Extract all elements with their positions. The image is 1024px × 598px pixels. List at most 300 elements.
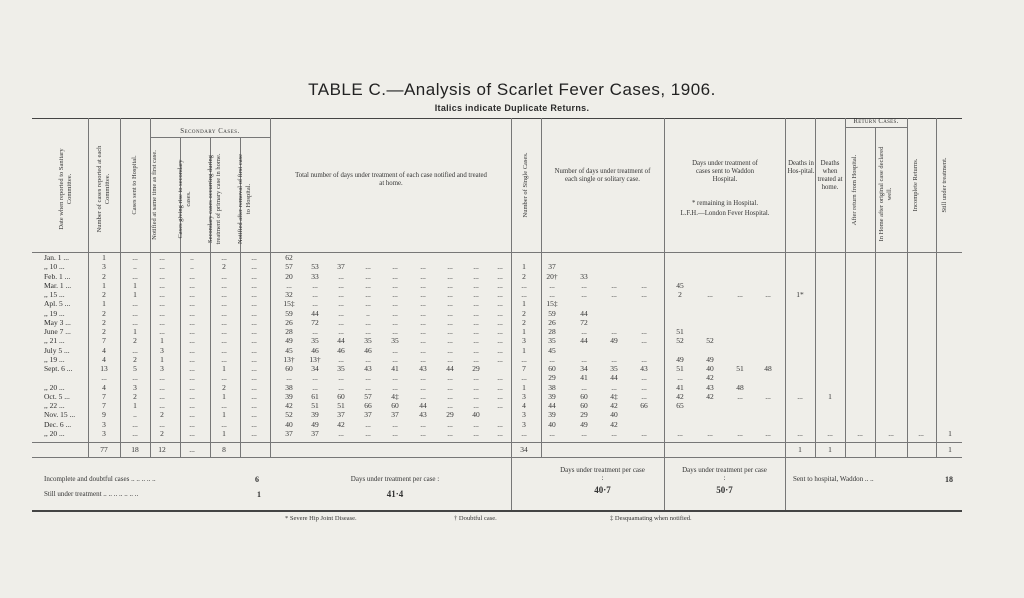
table-cell-t2: 37 (337, 410, 345, 420)
table-cell-c3: ... (159, 262, 165, 272)
table-cell-t2: ... (338, 373, 344, 383)
table-cell-t6: ... (447, 401, 453, 410)
row-date: Nov. 15 ... (44, 410, 76, 420)
table-cell-w0: 51 (676, 364, 684, 373)
table-cell-d3: ... (641, 354, 647, 364)
table-cell-t5: ... (420, 419, 426, 429)
table-cell-t1: 35 (311, 336, 319, 346)
table-cell-t7: ... (473, 308, 479, 318)
table-cell-c2: ... (132, 373, 138, 383)
table-cell-d3: ... (641, 382, 647, 392)
col-line (270, 118, 271, 457)
table-cell-t6: ... (447, 308, 453, 318)
summary-waddon-value: 50·7 (716, 485, 733, 495)
table-cell-c5: 1 (222, 410, 226, 420)
table-cell-w2: ... (737, 428, 743, 438)
table-cell-c4: ... (189, 428, 195, 438)
table-cell-t6: ... (447, 299, 453, 309)
table-cell-c5: ... (221, 253, 227, 262)
totals-top-rule (32, 442, 962, 443)
table-cell-dh: ... (797, 428, 803, 438)
table-cell-t6: ... (447, 382, 453, 392)
table-cell-t2: ... (338, 308, 344, 318)
header-bottom-rule (32, 252, 962, 253)
table-cell-c3: ... (159, 382, 165, 392)
table-cell-t5: ... (420, 382, 426, 392)
table-cell-dm: 1 (828, 391, 832, 401)
table-cell-t8: ... (497, 391, 503, 401)
table-cell-s: 1 (522, 345, 526, 355)
table-cell-t1: ... (312, 327, 318, 336)
table-cell-c6: ... (251, 280, 257, 290)
table-cell-t5: ... (420, 354, 426, 364)
table-cell-c3: ... (159, 280, 165, 290)
table-cell-c3: ... (159, 299, 165, 309)
table-cell-d1: 49 (580, 419, 588, 429)
table-cell-d3: ... (641, 327, 647, 336)
table-cell-t7: ... (473, 299, 479, 309)
row-date: May 3 ... (44, 317, 71, 327)
table-cell-d0: 20† (546, 271, 558, 281)
table-cell-w1: 40 (706, 364, 714, 373)
table-cell-c3: 3 (160, 345, 164, 355)
table-cell-t2: ... (338, 299, 344, 309)
table-cell-d3: 66 (640, 401, 648, 410)
summary-waddon-label: Days under treatment per case : (682, 466, 767, 482)
table-cell-t5: 43 (419, 364, 427, 373)
table-cell-t4: ... (392, 345, 398, 355)
header-notified-first: Notified at same time as first case. (151, 150, 158, 240)
table-cell-t5: ... (420, 327, 426, 336)
table-cell-c3: 3 (160, 364, 164, 373)
table-cell-t2: ... (338, 382, 344, 392)
table-cell-c2: ... (132, 428, 138, 438)
header-in-home: In Home after original case declared well. (878, 146, 893, 242)
table-cell-c2: ... (132, 299, 138, 309)
table-cell-c5: ... (221, 327, 227, 336)
summary-incomplete-label: Incomplete and doubtful cases .. .. .. .. .. (44, 475, 156, 483)
table-cell-t4: ... (392, 428, 398, 438)
table-cell-w0: ... (677, 428, 683, 438)
header-return-cases: Return Cases. (853, 118, 899, 125)
table-cell-t2: 35 (337, 364, 345, 373)
table-cell-t6: ... (447, 327, 453, 336)
table-cell-c1: 9 (102, 410, 106, 420)
table-cell-t6: ... (447, 262, 453, 272)
header-still: Still under treatment. (941, 157, 948, 213)
table-cell-t7: ... (473, 391, 479, 401)
table-cell-t6: ... (447, 419, 453, 429)
table-cell-t3: ... (365, 271, 371, 281)
table-cell-d2: ... (611, 382, 617, 392)
table-top-rule (32, 118, 962, 119)
table-cell-s: ... (521, 280, 527, 290)
table-cell-d1: 33 (580, 271, 588, 281)
page-subtitle: Italics indicate Duplicate Returns. (434, 103, 590, 113)
table-cell-t1: 61 (311, 391, 319, 401)
table-cell-d1: ... (581, 327, 587, 336)
table-cell-c1: 2 (102, 317, 106, 327)
table-cell-c2: .. (133, 410, 137, 420)
table-cell-c2: 5 (133, 364, 137, 373)
table-cell-d1: 60 (580, 391, 588, 401)
table-cell-c1: 13 (100, 364, 108, 373)
table-cell-c5: ... (221, 373, 227, 383)
table-cell-t6: 29 (446, 410, 454, 420)
table-cell-c4: ... (189, 271, 195, 281)
table-cell-c6: ... (251, 327, 257, 336)
table-cell-d1: ... (581, 290, 587, 299)
total-cell-dh: 1 (798, 445, 802, 454)
table-cell-t5: ... (420, 280, 426, 290)
table-cell-c1: 1 (102, 280, 106, 290)
row-date: Jan. 1 ... (44, 253, 69, 262)
table-cell-c4: ... (189, 354, 195, 364)
table-cell-t6: ... (447, 354, 453, 364)
table-cell-w0: 65 (676, 401, 684, 410)
table-cell-t6: ... (447, 345, 453, 355)
table-cell-c4: .. (190, 262, 194, 272)
table-cell-t4: 41 (391, 364, 399, 373)
table-cell-t1: ... (312, 280, 318, 290)
table-cell-w0: 49 (676, 354, 684, 364)
table-cell-w3: ... (765, 290, 771, 299)
table-cell-t5: ... (420, 299, 426, 309)
table-cell-s: ... (521, 373, 527, 383)
table-cell-w0: 45 (676, 280, 684, 290)
total-cell-c5: 8 (222, 445, 226, 454)
table-cell-t3: ... (365, 299, 371, 309)
table-cell-d1: 72 (580, 317, 588, 327)
row-date: Sept. 6 ... (44, 364, 73, 373)
row-date: ,, 22 ... (44, 401, 65, 410)
table-cell-c6: ... (251, 299, 257, 309)
table-cell-t0: 45 (285, 345, 293, 355)
table-cell-t2: ... (338, 354, 344, 364)
col-line (907, 118, 908, 457)
footnote-desquamating: ‡ Desquamating when notified. (610, 515, 692, 522)
table-cell-s: 2 (522, 271, 526, 281)
row-date: Apl. 5 ... (44, 299, 71, 309)
table-cell-t0: 28 (285, 327, 293, 336)
table-cell-w0: 2 (678, 290, 682, 299)
col-line (875, 127, 876, 457)
header-sent: Cases sent to Hospital. (131, 155, 138, 215)
table-cell-t5: ... (420, 336, 426, 346)
table-cell-d0: 26 (548, 317, 556, 327)
table-cell-t8: ... (497, 373, 503, 383)
table-cell-c4: ... (189, 382, 195, 392)
table-cell-d1: 44 (580, 336, 588, 346)
table-cell-w0: 52 (676, 336, 684, 346)
table-cell-t1: 44 (311, 308, 319, 318)
table-cell-r2: ... (888, 428, 894, 438)
table-cell-c6: ... (251, 336, 257, 346)
table-cell-t8: ... (497, 299, 503, 309)
table-cell-c1: ... (101, 373, 107, 383)
table-cell-t4: 35 (391, 336, 399, 346)
table-cell-c1: 4 (102, 382, 106, 392)
table-cell-c2: ... (132, 271, 138, 281)
table-cell-w1: 52 (706, 336, 714, 346)
table-cell-c2: 1 (133, 327, 137, 336)
table-cell-c6: ... (251, 364, 257, 373)
table-cell-t3: ... (365, 280, 371, 290)
page-title: TABLE C.—Analysis of Scarlet Fever Cases, 1906. (308, 80, 716, 99)
table-cell-w3: 48 (764, 364, 772, 373)
table-cell-t3: ... (365, 428, 371, 438)
table-cell-t6: ... (447, 290, 453, 299)
table-cell-s: 3 (522, 336, 526, 346)
table-cell-c5: ... (221, 280, 227, 290)
table-cell-w1: 42 (706, 391, 714, 401)
table-cell-c1: 2 (102, 308, 106, 318)
table-cell-c6: ... (251, 290, 257, 299)
header-waddon-note1: * remaining in Hospital. (691, 200, 759, 207)
table-cell-t7: ... (473, 373, 479, 383)
table-cell-t6: ... (447, 317, 453, 327)
table-cell-t7: ... (473, 280, 479, 290)
table-cell-d3: ... (641, 290, 647, 299)
table-cell-t3: .. (366, 308, 370, 318)
table-cell-t4: ... (392, 354, 398, 364)
table-cell-c5: 1 (222, 391, 226, 401)
table-cell-t3: ... (365, 290, 371, 299)
table-cell-s: ... (521, 354, 527, 364)
table-cell-d0: 40 (548, 419, 556, 429)
table-cell-s: 3 (522, 410, 526, 420)
table-cell-d3: ... (641, 428, 647, 438)
table-cell-t4: ... (392, 327, 398, 336)
table-cell-t5: 44 (419, 401, 427, 410)
table-cell-r1: ... (857, 428, 863, 438)
header-occurring: Secondary cases occurring during treatment of primary case in home. (207, 153, 222, 245)
table-cell-c6: ... (251, 354, 257, 364)
footnote-doubtful: † Doubtful case. (454, 515, 497, 522)
table-cell-c4: ... (189, 345, 195, 355)
table-cell-t5: ... (420, 391, 426, 401)
table-cell-d2: 4‡ (610, 391, 618, 401)
header-after-return: After return from Hospital. (851, 154, 858, 226)
summary-still-value: 1 (257, 490, 261, 499)
table-cell-c6: ... (251, 373, 257, 383)
table-cell-t4: ... (392, 280, 398, 290)
table-cell-c4: ... (189, 299, 195, 309)
row-date: June 7 ... (44, 327, 71, 336)
table-cell-t0: 62 (285, 253, 293, 262)
table-cell-c2: ... (132, 317, 138, 327)
table-cell-t4: 60 (391, 401, 399, 410)
table-cell-d0: 37 (548, 262, 556, 272)
table-cell-c5: ... (221, 401, 227, 410)
table-cell-t5: ... (420, 345, 426, 355)
table-cell-t1: ... (312, 299, 318, 309)
table-cell-d1: 41 (580, 373, 588, 383)
table-cell-t0: 38 (285, 382, 293, 392)
table-cell-w3: ... (765, 428, 771, 438)
table-cell-c3: ... (159, 373, 165, 383)
table-cell-d2: ... (611, 327, 617, 336)
header-incomplete: Incomplete Returns. (912, 158, 919, 212)
row-date: Feb. 1 ... (44, 271, 71, 281)
table-cell-w2: 48 (736, 382, 744, 392)
table-cell-c4: ... (189, 373, 195, 383)
table-cell-t3: ... (365, 317, 371, 327)
table-cell-d0: 44 (548, 401, 556, 410)
table-cell-d0: ... (549, 280, 555, 290)
table-cell-d1: ... (581, 354, 587, 364)
table-cell-w1: ... (707, 290, 713, 299)
table-cell-c5: 1 (222, 364, 226, 373)
table-cell-d1: ... (581, 382, 587, 392)
table-cell-c6: ... (251, 345, 257, 355)
table-cell-c3: 1 (160, 336, 164, 346)
table-cell-s: ... (521, 428, 527, 438)
table-cell-c2: 1 (133, 401, 137, 410)
table-cell-t2: 51 (337, 401, 345, 410)
table-cell-t7: ... (473, 290, 479, 299)
row-date: ,, 21 ... (44, 336, 65, 346)
total-cell-s: 34 (520, 445, 528, 454)
table-cell-t4: ... (392, 382, 398, 392)
table-cell-w0: 42 (676, 391, 684, 401)
total-cell-c4: ... (189, 445, 195, 454)
table-cell-t6: 44 (446, 364, 454, 373)
table-cell-c2: 3 (133, 382, 137, 392)
table-cell-d3: ... (641, 391, 647, 401)
table-cell-c1: 1 (102, 253, 106, 262)
table-cell-d0: 39 (548, 410, 556, 420)
table-cell-t7: ... (473, 345, 479, 355)
table-cell-t6: ... (447, 391, 453, 401)
table-cell-t0: 39 (285, 391, 293, 401)
table-cell-t8: ... (497, 428, 503, 438)
summary-incomplete-value: 6 (255, 475, 259, 484)
table-cell-s: 3 (522, 391, 526, 401)
table-cell-c3: ... (159, 271, 165, 281)
table-cell-t1: 13† (309, 354, 321, 364)
table-cell-c1: 2 (102, 271, 106, 281)
table-cell-t1: 37 (311, 428, 319, 438)
table-bottom-rule (32, 510, 962, 512)
table-cell-t1: 46 (311, 345, 319, 355)
table-cell-c5: ... (221, 345, 227, 355)
table-cell-t6: ... (447, 428, 453, 438)
table-cell-c6: ... (251, 428, 257, 438)
col-line (936, 118, 937, 457)
table-cell-c2: ... (132, 419, 138, 429)
table-cell-t0: 52 (285, 410, 293, 420)
table-cell-c1: 2 (102, 327, 106, 336)
table-cell-c1: 7 (102, 336, 106, 346)
table-cell-s: 4 (522, 401, 526, 410)
table-cell-t3: ... (365, 419, 371, 429)
row-date: ,, 15 ... (44, 290, 65, 299)
table-cell-t4: ... (392, 373, 398, 383)
table-cell-d0: 59 (548, 308, 556, 318)
table-cell-d2: ... (611, 280, 617, 290)
table-cell-t0: 26 (285, 317, 293, 327)
table-cell-t7: ... (473, 401, 479, 410)
table-cell-t3: 57 (364, 391, 372, 401)
table-cell-c6: ... (251, 410, 257, 420)
table-cell-t2: 46 (337, 345, 345, 355)
table-cell-c2: 1 (133, 290, 137, 299)
table-cell-d0: 39 (548, 391, 556, 401)
table-cell-t8: ... (497, 401, 503, 410)
table-cell-t0: 40 (285, 419, 293, 429)
table-cell-c3: 2 (160, 410, 164, 420)
table-cell-t7: ... (473, 317, 479, 327)
table-cell-t3: 66 (364, 401, 372, 410)
table-cell-t7: ... (473, 419, 479, 429)
table-cell-t2: ... (338, 280, 344, 290)
table-cell-t7: ... (473, 262, 479, 272)
table-cell-t5: ... (420, 262, 426, 272)
table-cell-dh: ... (797, 391, 803, 401)
table-cell-t0: 32 (285, 290, 293, 299)
row-date: ,, 20 ... (44, 382, 65, 392)
summary-still-label: Still under treatment .. .. .. .. .. .. .. (44, 490, 139, 498)
table-cell-c6: ... (251, 401, 257, 410)
table-cell-w1: 42 (706, 373, 714, 383)
table-cell-t6: ... (447, 271, 453, 281)
table-cell-c4: ... (189, 336, 195, 346)
table-cell-t3: ... (365, 262, 371, 272)
table-cell-t5: ... (420, 271, 426, 281)
table-cell-c5: ... (221, 419, 227, 429)
total-cell-dm: 1 (828, 445, 832, 454)
table-cell-c2: 2 (133, 336, 137, 346)
table-cell-w1: ... (707, 428, 713, 438)
table-cell-d2: ... (611, 290, 617, 299)
table-cell-t0: 37 (285, 428, 293, 438)
table-cell-t1: ... (312, 382, 318, 392)
table-cell-c3: ... (159, 253, 165, 262)
table-cell-t4: 37 (391, 410, 399, 420)
table-cell-d0: 38 (548, 382, 556, 392)
table-cell-c1: 4 (102, 345, 106, 355)
total-cell-c2: 18 (131, 445, 139, 454)
col-line (785, 118, 786, 510)
table-cell-t2: ... (338, 428, 344, 438)
table-cell-c2: ... (132, 253, 138, 262)
table-cell-c2: 2 (133, 391, 137, 401)
table-cell-c3: ... (159, 391, 165, 401)
header-waddon-note2: L.F.H.—London Fever Hospital. (680, 210, 770, 217)
table-cell-t4: 4‡ (391, 391, 399, 401)
table-cell-c4: ... (189, 410, 195, 420)
table-cell-c5: ... (221, 271, 227, 281)
table-cell-d2: 42 (610, 419, 618, 429)
row-date: Oct. 5 ... (44, 391, 70, 401)
table-cell-t8: ... (497, 345, 503, 355)
table-cell-t0: 13† (283, 354, 295, 364)
table-cell-t0: 20 (285, 271, 293, 281)
table-cell-t1: 49 (311, 419, 319, 429)
table-cell-t8: ... (497, 327, 503, 336)
table-cell-c6: ... (251, 262, 257, 272)
header-deaths-home: Deaths when treated at home. (817, 160, 843, 191)
table-cell-c4: ... (189, 317, 195, 327)
table-cell-t1: ... (312, 373, 318, 383)
table-cell-t1: 51 (311, 401, 319, 410)
table-cell-t7: ... (473, 336, 479, 346)
table-cell-t7: ... (473, 327, 479, 336)
table-cell-t7: ... (473, 428, 479, 438)
table-cell-c5: 2 (222, 262, 226, 272)
header-total-days: Total number of days under treatment of each case notified and treated at home. (295, 172, 487, 187)
